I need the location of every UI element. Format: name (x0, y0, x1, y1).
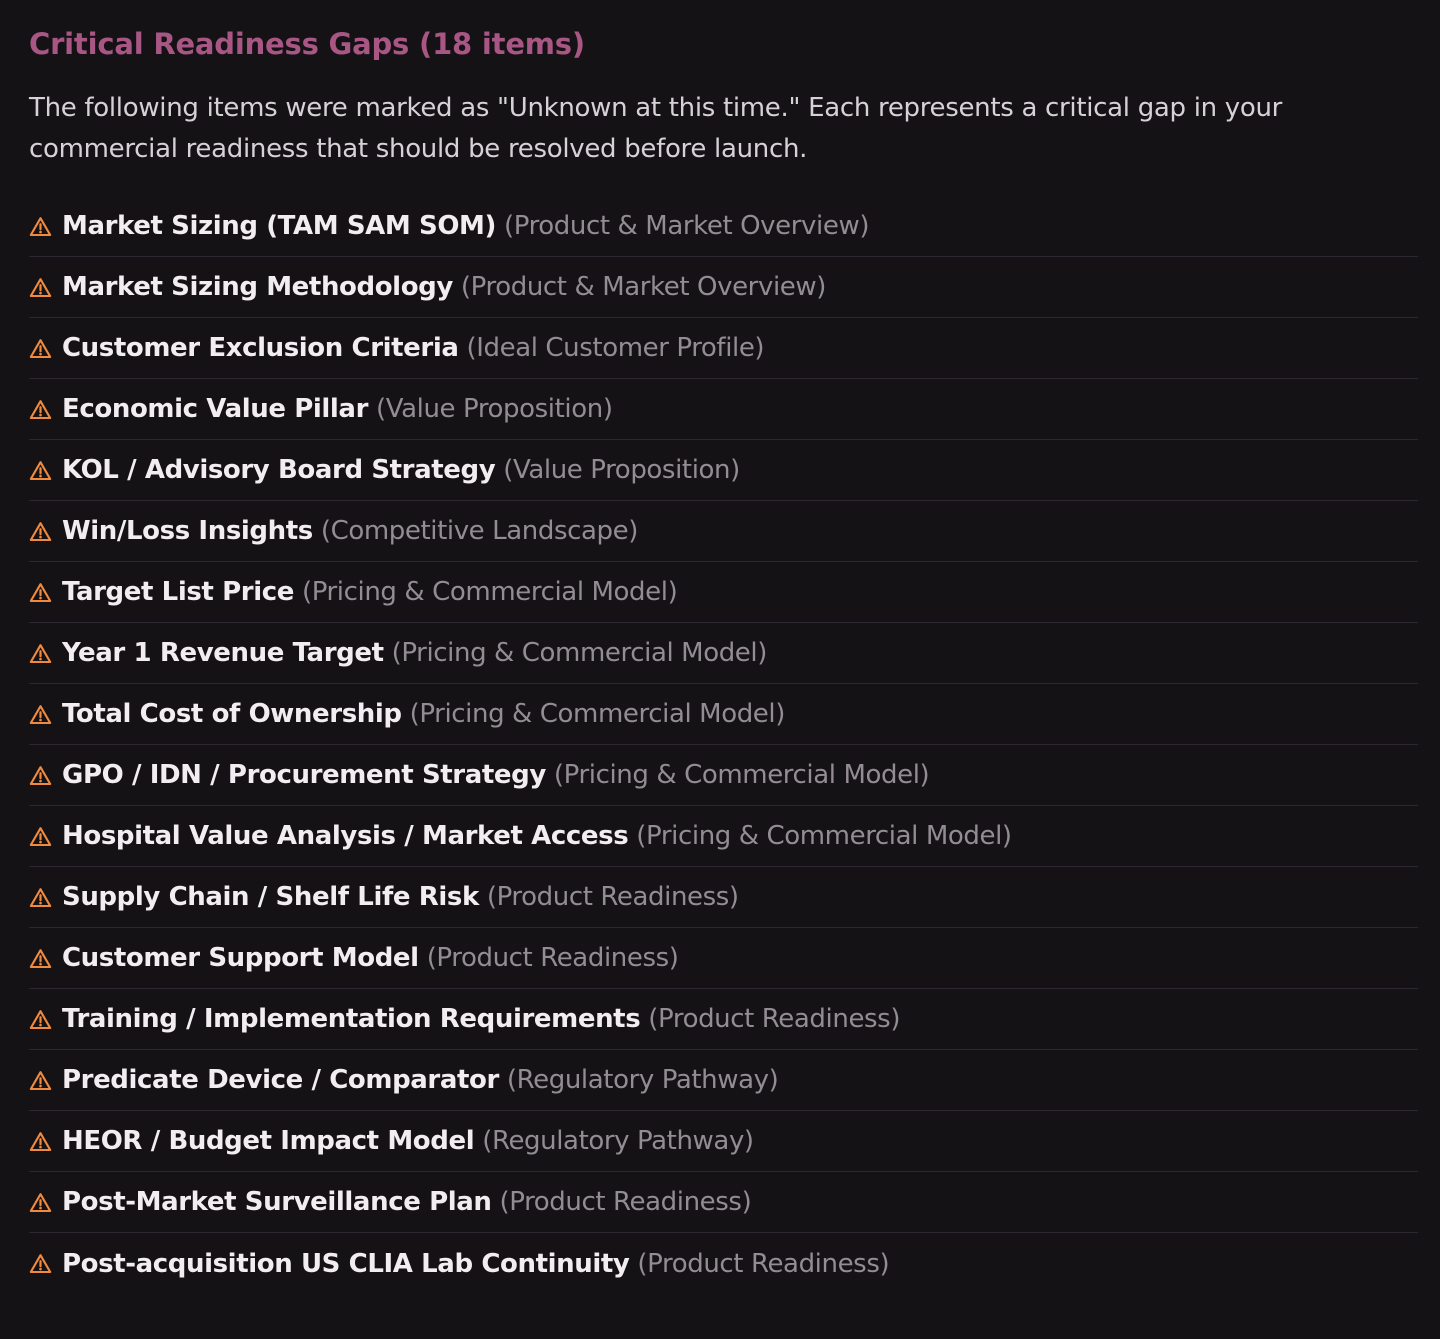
gap-name: Hospital Value Analysis / Market Access (62, 821, 629, 851)
warning-triangle-icon (29, 399, 52, 420)
gap-list-item (29, 928, 1418, 989)
warning-triangle-icon (29, 1009, 52, 1030)
panel-title: Critical Readiness Gaps (18 items) (29, 27, 585, 61)
gap-section: (Pricing & Commercial Model) (636, 821, 1012, 851)
gap-list-item (29, 1050, 1418, 1111)
gap-list-item (29, 379, 1418, 440)
gap-list-item (29, 745, 1418, 806)
gap-section: (Competitive Landscape) (320, 516, 638, 546)
warning-triangle-icon (29, 1253, 52, 1274)
gap-section: (Value Proposition) (503, 455, 740, 485)
panel-intro: The following items were marked as "Unknown at this time." Each represents a critical gap in your commercial readiness that should be resolved before launch. (29, 93, 1283, 164)
gap-name: Customer Support Model (62, 943, 419, 973)
gap-section: (Product Readiness) (486, 882, 739, 912)
gap-section: (Pricing & Commercial Model) (301, 577, 678, 607)
warning-triangle-icon (29, 338, 52, 359)
gap-list-item (29, 318, 1418, 379)
gap-list-item (29, 1111, 1418, 1172)
gap-section: (Product Readiness) (637, 1248, 890, 1279)
gap-list-item (29, 501, 1418, 562)
gap-section: (Product Readiness) (426, 943, 679, 973)
gap-name: Post-acquisition US CLIA Lab Continuity (62, 1248, 630, 1279)
warning-triangle-icon (29, 216, 52, 237)
gap-name: Supply Chain / Shelf Life Risk (62, 882, 479, 912)
gap-list-item (29, 1233, 1418, 1294)
gap-name: Training / Implementation Requirements (62, 1004, 641, 1034)
gap-name: GPO / IDN / Procurement Strategy (62, 760, 546, 790)
gap-list-item (29, 623, 1418, 684)
gap-name: Win/Loss Insights (62, 516, 313, 546)
warning-triangle-icon (29, 1192, 52, 1213)
gap-name: Market Sizing (TAM SAM SOM) (62, 211, 497, 241)
warning-triangle-icon (29, 765, 52, 786)
gap-section: (Product Readiness) (648, 1004, 901, 1034)
gap-section: (Product Readiness) (499, 1187, 752, 1217)
gap-name: Market Sizing Methodology (62, 272, 453, 302)
gap-list (29, 196, 1418, 1294)
gap-list-item (29, 1172, 1418, 1233)
warning-triangle-icon (29, 277, 52, 298)
gap-section: (Product & Market Overview) (460, 272, 826, 302)
gap-name: Target List Price (62, 577, 294, 607)
warning-triangle-icon (29, 826, 52, 847)
gap-name: HEOR / Budget Impact Model (62, 1126, 475, 1156)
gap-section: (Ideal Customer Profile) (466, 333, 765, 363)
gap-list-item (29, 684, 1418, 745)
gap-name: Post-Market Surveillance Plan (62, 1187, 492, 1217)
gap-name: Economic Value Pillar (62, 394, 368, 424)
warning-triangle-icon (29, 887, 52, 908)
gap-list-item (29, 562, 1418, 623)
gap-section: (Value Proposition) (376, 394, 613, 424)
gap-name: KOL / Advisory Board Strategy (62, 455, 496, 485)
gap-name: Predicate Device / Comparator (62, 1065, 499, 1095)
gap-section: (Regulatory Pathway) (482, 1126, 754, 1156)
gap-list-item (29, 257, 1418, 318)
warning-triangle-icon (29, 1070, 52, 1091)
warning-triangle-icon (29, 948, 52, 969)
gap-list-item (29, 867, 1418, 928)
warning-triangle-icon (29, 704, 52, 725)
warning-triangle-icon (29, 582, 52, 603)
warning-triangle-icon (29, 460, 52, 481)
warning-triangle-icon (29, 1131, 52, 1152)
gap-list-item (29, 989, 1418, 1050)
gap-section: (Pricing & Commercial Model) (409, 699, 785, 729)
gap-list-item (29, 806, 1418, 867)
gap-section: (Pricing & Commercial Model) (391, 638, 767, 668)
gap-section: (Pricing & Commercial Model) (553, 760, 930, 790)
gap-section: (Product & Market Overview) (504, 211, 870, 241)
gap-list-item (29, 440, 1418, 501)
gap-list-item (29, 196, 1418, 257)
warning-triangle-icon (29, 643, 52, 664)
gap-name: Total Cost of Ownership (62, 699, 402, 729)
gap-section: (Regulatory Pathway) (506, 1065, 779, 1095)
warning-triangle-icon (29, 521, 52, 542)
gap-name: Customer Exclusion Criteria (62, 333, 459, 363)
gap-name: Year 1 Revenue Target (62, 638, 384, 668)
